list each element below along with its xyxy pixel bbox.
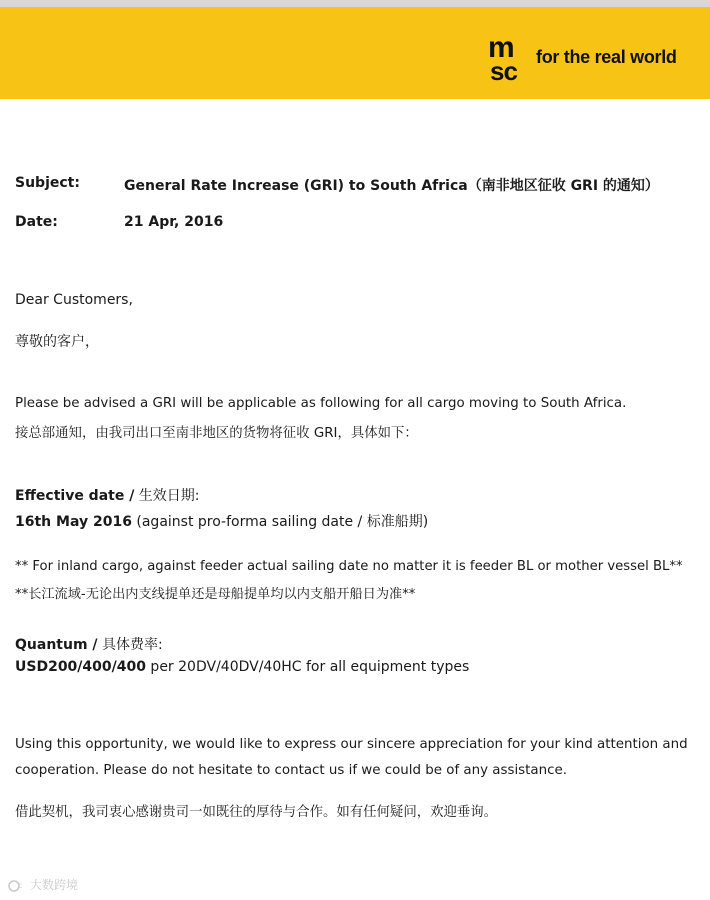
- quantum-line: [15, 634, 163, 654]
- inland-note-zh: **长江流域-无论出内支线提单还是母船提单均以内支船开船日为准**: [15, 587, 416, 602]
- effective-date-note: (against pro-forma sailing date / 标准船期): [131, 514, 429, 530]
- closing-zh: 借此契机，我司衷心感谢贵司一如既往的厚待与合作。如有任何疑问，欢迎垂询。: [15, 805, 498, 820]
- effective-date-label: Effective date /: [15, 488, 135, 504]
- svg-text:C: C: [18, 882, 23, 890]
- quantum-detail: per 20DV/40DV/40HC for all equipment types: [145, 659, 470, 675]
- subject-value: General Rate Increase (GRI) to South Africa（南非地区征收 GRI 的通知）: [124, 178, 659, 194]
- effective-date-value: 16th May 2016: [15, 514, 132, 530]
- msc-logo: [488, 31, 534, 86]
- watermark: [8, 876, 78, 893]
- date-label: Date:: [15, 214, 58, 230]
- inland-note-en: ** For inland cargo, against feeder actual sailing date no matter it is feeder BL or mother vessel BL**: [15, 559, 683, 574]
- date-value: 21 Apr, 2016: [124, 214, 224, 230]
- greeting-en: Dear Customers,: [15, 292, 133, 308]
- top-rule: [0, 0, 710, 7]
- effective-date-line: [15, 485, 200, 505]
- logo-sc: sc: [490, 55, 517, 86]
- quantum-amount: USD200/400/400: [15, 659, 146, 675]
- subject-label: Subject:: [15, 175, 80, 191]
- tagline: for the real world: [536, 47, 677, 67]
- greeting-zh: 尊敬的客户，: [15, 334, 99, 350]
- watermark-text: 大数跨境: [30, 878, 79, 892]
- quantum-label: Quantum /: [15, 637, 98, 653]
- quantum-label-zh: 具体费率:: [97, 637, 163, 653]
- logo-m: m: [488, 31, 514, 64]
- closing-en-line2: cooperation. Please do not hesitate to contact us if we could be of any assistance.: [15, 763, 567, 778]
- intro-zh: 接总部通知，由我司出口至南非地区的货物将征收 GRI，具体如下：: [15, 426, 418, 441]
- effective-date-value-line: [15, 511, 428, 531]
- quantum-value-line: [15, 659, 469, 675]
- intro-en: Please be advised a GRI will be applicable as following for all cargo moving to South Africa.: [15, 396, 627, 411]
- camera-icon: [8, 880, 26, 892]
- closing-en-line1: Using this opportunity, we would like to express our sincere appreciation for your kind attention and: [15, 737, 688, 752]
- effective-date-label-zh: 生效日期:: [134, 488, 200, 504]
- header-banner: [0, 7, 710, 99]
